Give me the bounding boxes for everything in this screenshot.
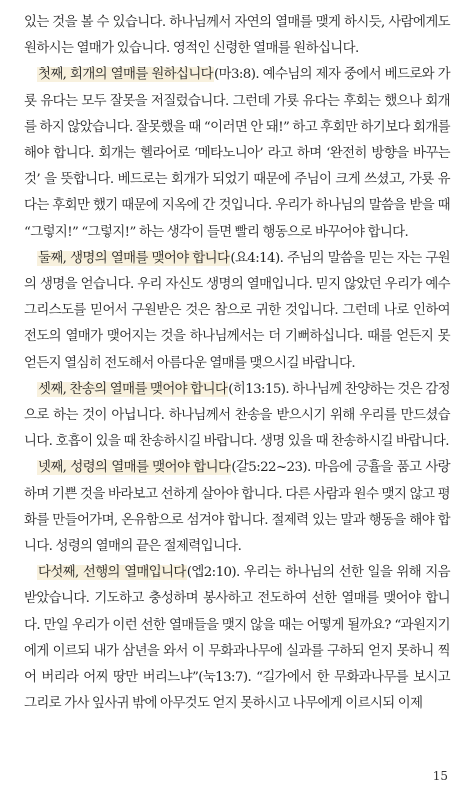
paragraph-text: (히13:15). 하나님께 찬양하는 것은 감정으로 하는 것이 아닙니다. 하나님께서 찬송을 받으시기 위해 우리를 만드셨습니다. 호흡이 있을 때 찬송하시길 바랍니다. 생명 있을 때 찬송하시길 바랍니다. [24,381,450,450]
paragraph-text: (요4:14). 주님의 말씀을 믿는 자는 구원의 생명을 얻습니다. 우리 자신도 생명의 열매입니다. 믿지 않았던 우리가 예수 그리스도를 믿어서 구원받은 것은 참으로 귀한 것입니다. 그런데 나로 인하여 전도의 열매가 맺어지는 것을 하나님께서는 더 기뻐하십니다. 때를 얻든지 못 얻든지 열심히 전도해서 아름다운 열매를 맺으시길 바랍니다. [24,250,451,371]
paragraph-repentance [24,62,450,245]
paragraph-text: (갈5:22~23). 마음에 긍휼을 품고 사랑하며 기쁜 것을 바라보고 선하게 살아야 합니다. 다른 사람과 원수 맺지 않고 평화를 만들어가며, 온유함으로 섬겨야 합니다. 절제력 있는 말과 행동을 해야 합니다. 성령의 열매의 끝은 절제력입니다. [24,460,450,555]
paragraph-text: 있는 것을 볼 수 있습니다. 하나님께서 자연의 열매를 맺게 하시듯, 사람에게도 원하시는 열매가 있습니다. 영적인 신령한 열매를 원하십니다. [24,15,450,57]
paragraph-praise [24,377,450,456]
section-heading-fifth: 다섯째, 선행의 열매입니다 [38,565,186,581]
section-heading-second: 둘째, 생명의 열매를 맺어야 합니다 [38,250,230,266]
paragraph-text: (마3:8). 예수님의 제자 중에서 베드로와 가룟 유다는 모두 잘못을 저질렀습니다. 그런데 가룟 유다는 후회는 했으나 회개를 하지 않았습니다. 잘못했을 때 “이러면 안 돼!” 하고 후회만 하기보다 회개를 해야 합니다. 회개는 헬라어로 ‘메타노니아’ 라고 하며 ‘완전히 방향을 바꾸는 것’ 을 뜻합니다. 베드로는 회개가 되었기 때문에 주님이 크게 쓰셨고, 가룟 유다는 후회만 했기 때문에 지옥에 간 것입니다. 우리가 하나님의 말씀을 받을 때 “그렇지!” “그렇지!” 하는 생각이 들면 빨리 행동으로 바꾸어야 합니다. [24,67,450,240]
paragraph-intro [24,10,450,62]
paragraph-text: (엡2:10). 우리는 하나님의 선한 일을 위해 지음 받았습니다. 기도하고 충성하며 봉사하고 전도하여 선한 열매를 맺어야 합니다. 만일 우리가 이런 선한 열매들을 맺지 않을 때는 어떻게 될까요? “과원지기에게 이르되 내가 삼년을 와서 이 무화과나무에 실과를 구하되 얻지 못하니 찍어 버리라 어찌 땅만 버리느냐”(눅13:7). “길가에서 한 무화과나무를 보시고 그리로 가사 잎사귀 밖에 아무것도 얻지 못하시고 나무에게 이르시되 이제 [24,565,450,712]
section-heading-fourth: 넷째, 성령의 열매를 맺어야 합니다 [38,460,231,476]
paragraph-life [24,246,450,377]
page-number: 15 [432,769,448,783]
paragraph-good-deeds [24,560,450,717]
section-heading-third: 셋째, 찬송의 열매를 맺어야 합니다 [38,381,228,397]
document-page [24,10,450,717]
paragraph-spirit [24,455,450,560]
section-heading-first: 첫째, 회개의 열매를 원하십니다 [38,67,213,83]
